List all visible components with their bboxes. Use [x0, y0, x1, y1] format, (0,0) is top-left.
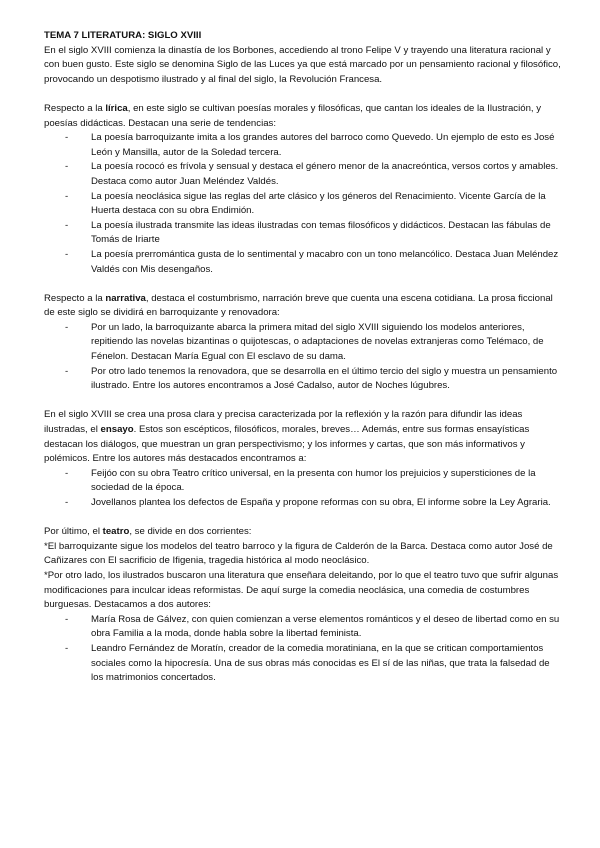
ensayo-keyword: ensayo: [100, 424, 134, 436]
list-item: - La poesía rococó es frívola y sensual y destaca el género menor de la anacreóntica, versos cortos y amables. Destaca como autor Juan Meléndez Valdés.: [91, 160, 564, 189]
narrativa-keyword: narrativa: [105, 292, 146, 304]
teatro-list: [44, 613, 564, 686]
list-item: - Jovellanos plantea los defectos de España y propone reformas con su obra, El informe sobre la Ley Agraria.: [91, 496, 564, 511]
list-item: - Leandro Fernández de Moratín, creador de la comedia moratiniana, en la que se critican comportamientos sociales como la hipocresía. Una de sus obras más conocidas es El sí de las niñas, que trata la falsedad de los matrimonios concertados.: [91, 642, 564, 686]
list-item: - Por un lado, la barroquizante abarca la primera mitad del siglo XVIII siguiendo los modelos anteriores, repitiendo las novelas bizantinas o quijotescas, o adaptaciones de novelas extranjeras como Telémaco, de Fénelon. Destacan María Egual con El esclavo de su dama.: [91, 321, 564, 365]
narrativa-list: [44, 321, 564, 394]
list-item: - La poesía prerromántica gusta de lo sentimental y macabro con un tono melancólico. Destaca Juan Meléndez Valdés con Mis desengaños.: [91, 248, 564, 277]
paragraph-gap: [44, 277, 564, 292]
ensayo-paragraph: En el siglo XVIII se crea una prosa clara y precisa caracterizada por la reflexión y la razón para difundir las ideas ilustradas, el ensayo. Estos son escépticos, filosóficos, morales, breves… Además, entre sus formas ensayísticas destacan los diálogos, que muestran un gran perspectivismo; y los informes y cartas, que son más informativos y polémicos. Entre los autores más destacados encontramos a:: [44, 409, 530, 465]
list-item: - Por otro lado tenemos la renovadora, que se desarrolla en el último tercio del siglo y muestra un pensamiento ilustrado. Entre los autores encontramos a José Cadalso, autor de Noches lúgubres.: [91, 365, 564, 394]
lirica-keyword: lírica: [105, 102, 128, 114]
paragraph-gap: [44, 511, 564, 526]
list-item: - María Rosa de Gálvez, con quien comienzan a verse elementos románticos y el deseo de libertad como en su obra Familia a la moda, donde habla sobre la libertad feminista.: [91, 613, 564, 642]
teatro-barroquizante: *El barroquizante sigue los modelos del teatro barroco y la figura de Calderón de la Barca. Destaca como autor José de Cañizares con El sacrificio de Ifigenia, tragedia histórica al modo neoclásico.: [44, 540, 553, 567]
document-title: TEMA 7 LITERATURA: SIGLO XVIII: [44, 30, 202, 41]
list-item: - La poesía neoclásica sigue las reglas del arte clásico y los géneros del Renacimiento. Vicente García de la Huerta destaca con su obra Endimión.: [91, 190, 564, 219]
ensayo-list: [44, 467, 564, 511]
lirica-list: [44, 131, 564, 277]
paragraph-gap: [44, 394, 564, 409]
paragraph-gap: [44, 87, 564, 102]
teatro-keyword: teatro: [102, 526, 130, 538]
lirica-paragraph: Respecto a la lírica, en este siglo se cultivan poesías morales y filosóficas, que cantan los ideales de la Ilustración, y poesías didácticas. Destacan una serie de tendencias:: [44, 102, 542, 129]
list-item: - La poesía ilustrada transmite las ideas ilustradas con temas filosóficos y didácticos. Destacan las fábulas de Tomás de Iriarte: [91, 219, 564, 248]
document-page: [44, 29, 564, 686]
intro-paragraph: En el siglo XVIII comienza la dinastía de los Borbones, accediendo al trono Felipe V y trayendo una literatura racional y con buen gusto. Este siglo se denomina Siglo de las Luces ya que está marcado por un pensamiento racional y filosófico, provocando un despotismo ilustrado y al final del siglo, la Revolución Francesa.: [44, 44, 561, 85]
list-item: - Feijóo con su obra Teatro crítico universal, en la presenta con humor los prejuicios y supersticiones de la sociedad de la época.: [91, 467, 564, 496]
list-item: - La poesía barroquizante imita a los grandes autores del barroco como Quevedo. Un ejemplo de esto es José León y Mansilla, autor de la Soledad tercera.: [91, 131, 564, 160]
teatro-ilustrado: *Por otro lado, los ilustrados buscaron una literatura que enseñara deleitando, por lo que el teatro tuvo que sufrir algunas modificaciones para inculcar ideas reformistas. De aquí surge la comedia neoclásica, una comedia de costumbres burguesas. Destacamos a dos autores:: [44, 569, 559, 611]
teatro-paragraph: Por último, el teatro, se divide en dos corrientes:: [44, 526, 252, 538]
narrativa-paragraph: Respecto a la narrativa, destaca el costumbrismo, narración breve que cuenta una escena cotidiana. La prosa ficcional de este siglo se dividirá en barroquizante y renovadora:: [44, 292, 553, 319]
